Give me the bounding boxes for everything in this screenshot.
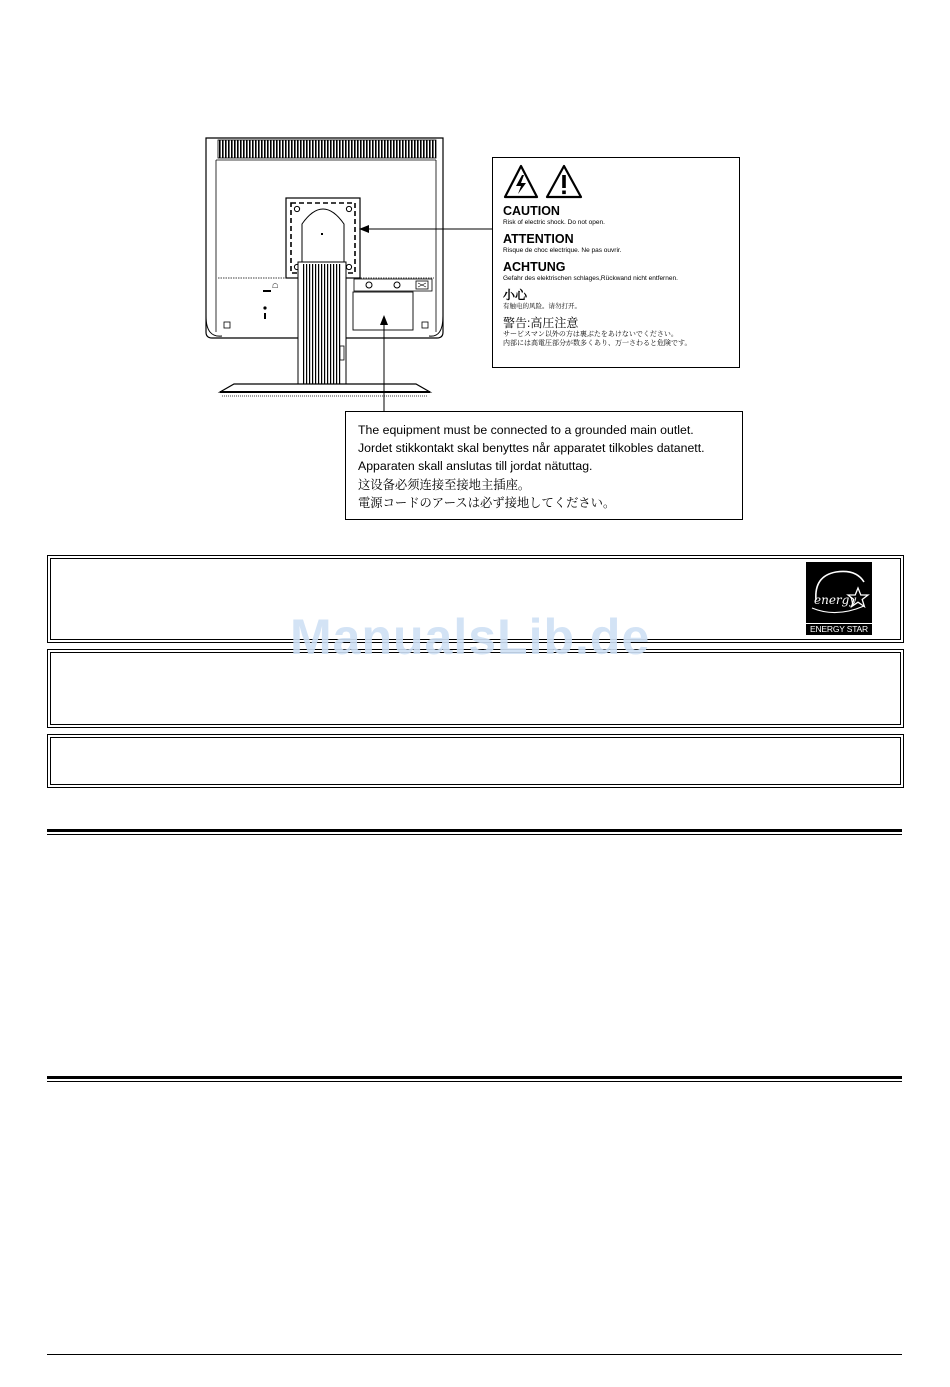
grounding-text-chinese: 这设备必须连接至接地主插座。 [358, 477, 531, 492]
footer-rule [47, 1354, 902, 1355]
grounding-label [345, 411, 743, 520]
notice-box-3 [47, 734, 904, 788]
warning-icons [503, 164, 729, 200]
chinese-caution-title: 小心 [503, 288, 528, 302]
svg-text:☖: ☖ [272, 282, 279, 290]
grounding-text-japanese: 電源コードのアースは必ず接地してください。 [358, 495, 616, 510]
energy-star-logo [806, 562, 872, 635]
grounding-text-swedish: Apparaten skall anslutas till jordat nätuttag. [358, 459, 593, 474]
grounding-text-english: The equipment must be connected to a grounded main outlet. [358, 423, 694, 437]
section-rule-top-thin [47, 834, 902, 835]
caution-text: Risk of electric shock. Do not open. [503, 219, 605, 226]
achtung-text: Gefahr des elektrischen schlages,Rückwand nicht entfernen. [503, 275, 678, 282]
grounding-text-norwegian: Jordet stikkontakt skal benyttes når apparatet tilkobles datanett. [358, 441, 705, 456]
achtung-title: ACHTUNG [503, 260, 566, 274]
attention-title: ATTENTION [503, 232, 574, 246]
exclamation-warning-icon [545, 164, 583, 200]
section-rule-middle-thin [47, 1081, 902, 1082]
energy-star-label: ENERGY STAR [806, 623, 872, 634]
energy-star-icon [806, 562, 872, 622]
caution-label [492, 157, 740, 368]
svg-text:energy: energy [814, 593, 857, 607]
section-rule-middle [47, 1076, 902, 1079]
japanese-caution-text-2: 内部には高電圧部分が数多くあり、万一さわると危険です。 [503, 340, 692, 347]
chinese-caution-text: 有触电的风险。请勿打开。 [503, 303, 581, 310]
section-rule-top [47, 829, 902, 832]
attention-text: Risque de choc electrique. Ne pas ouvrir. [503, 247, 622, 254]
high-voltage-icon [503, 164, 539, 200]
caution-title: CAUTION [503, 204, 560, 218]
watermark: ManualsLib.de [290, 609, 651, 665]
japanese-caution-title: 警告:高圧注意 [503, 316, 579, 330]
japanese-caution-text-1: サービスマン以外の方は裏ぶたをあけないでください。 [503, 331, 678, 338]
